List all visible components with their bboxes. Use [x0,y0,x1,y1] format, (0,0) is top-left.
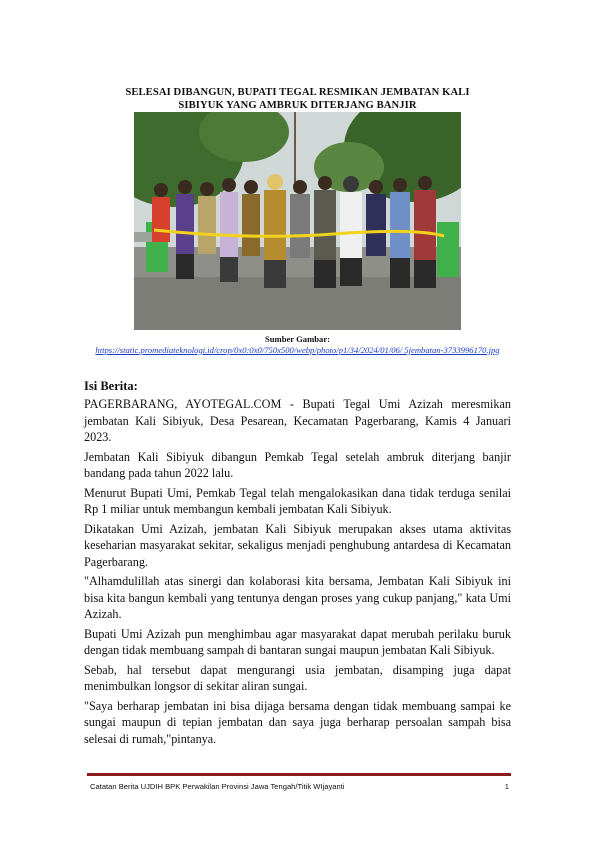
news-title [90,86,505,112]
paragraph: "Saya berharap jembatan ini bisa dijaga bersama dengan tidak membuang sampai ke sungai maupun di tepian jembatan dan saya juga berharap persoalan sampah bisa selesai di rumah,"pintanya. [84,698,511,746]
section-heading: Isi Berita: [84,379,138,393]
caption-label: Sumber Gambar: [264,334,330,344]
paragraph: Menurut Bupati Umi, Pemkab Tegal telah mengalokasikan dana tidak terduga senilai Rp 1 miliar untuk membangun kembali jembatan Kali Sibiyuk. [84,485,511,516]
paragraph: PAGERBARANG, AYOTEGAL.COM - Bupati Tegal Umi Azizah meresmikan jembatan Kali Sibiyuk, Desa Pesarean, Kecamatan Pagerbarang, Kamis 4 Januari 2023. [84,397,511,444]
news-body [84,396,511,750]
footer-text: Catatan Berita UJDIH BPK Perwakilan Provinsi Jawa Tengah/Titik WIjayanti [90,782,345,791]
paragraph: Sebab, hal tersebut dapat mengurangi usia jembatan, disamping juga dapat menimbulkan longsor di sekitar aliran sungai. [84,662,511,693]
news-title-line-2: SIBIYUK YANG AMBRUK DITERJANG BANJIR [178,100,417,111]
paragraph: "Alhamdulillah atas sinergi dan kolaborasi kita bersama, Jembatan Kali Sibiyuk ini bisa kita bangun kembali yang tentunya dengan proses yang cukup panjang," kata Umi Azizah. [84,574,511,621]
footer-rule [87,773,511,776]
paragraph: Dikatakan Umi Azizah, jembatan Kali Sibiyuk merupakan akses utama aktivitas keseharian masyarakat sekitar, sekaligus menjadi penghubung antardesa di Kecamatan Pagerbarang. [84,521,511,569]
paragraph: Jembatan Kali Sibiyuk dibangun Pemkab Tegal setelah ambruk diterjang banjir bandang pada tahun 2022 lalu. [84,449,511,480]
page-number: 1 [504,782,509,791]
caption-link[interactable]: https://static.promediateknologi.id/crop/0x0:0x0/750x500/webp/photo/p1/34/2024/01/06/ 5jembatan-3733996170.jpg [95,344,500,355]
news-photo [134,112,461,330]
photo-caption [90,334,505,355]
news-title-line-1: SELESAI DIBANGUN, BUPATI TEGAL RESMIKAN JEMBATAN KALI [125,87,470,98]
paragraph: Bupati Umi Azizah pun menghimbau agar masyarakat dapat merubah perilaku buruk dengan tidak membuang sampah di bantaran sungai maupun jembatan Kali Sibiyuk. [84,626,511,657]
